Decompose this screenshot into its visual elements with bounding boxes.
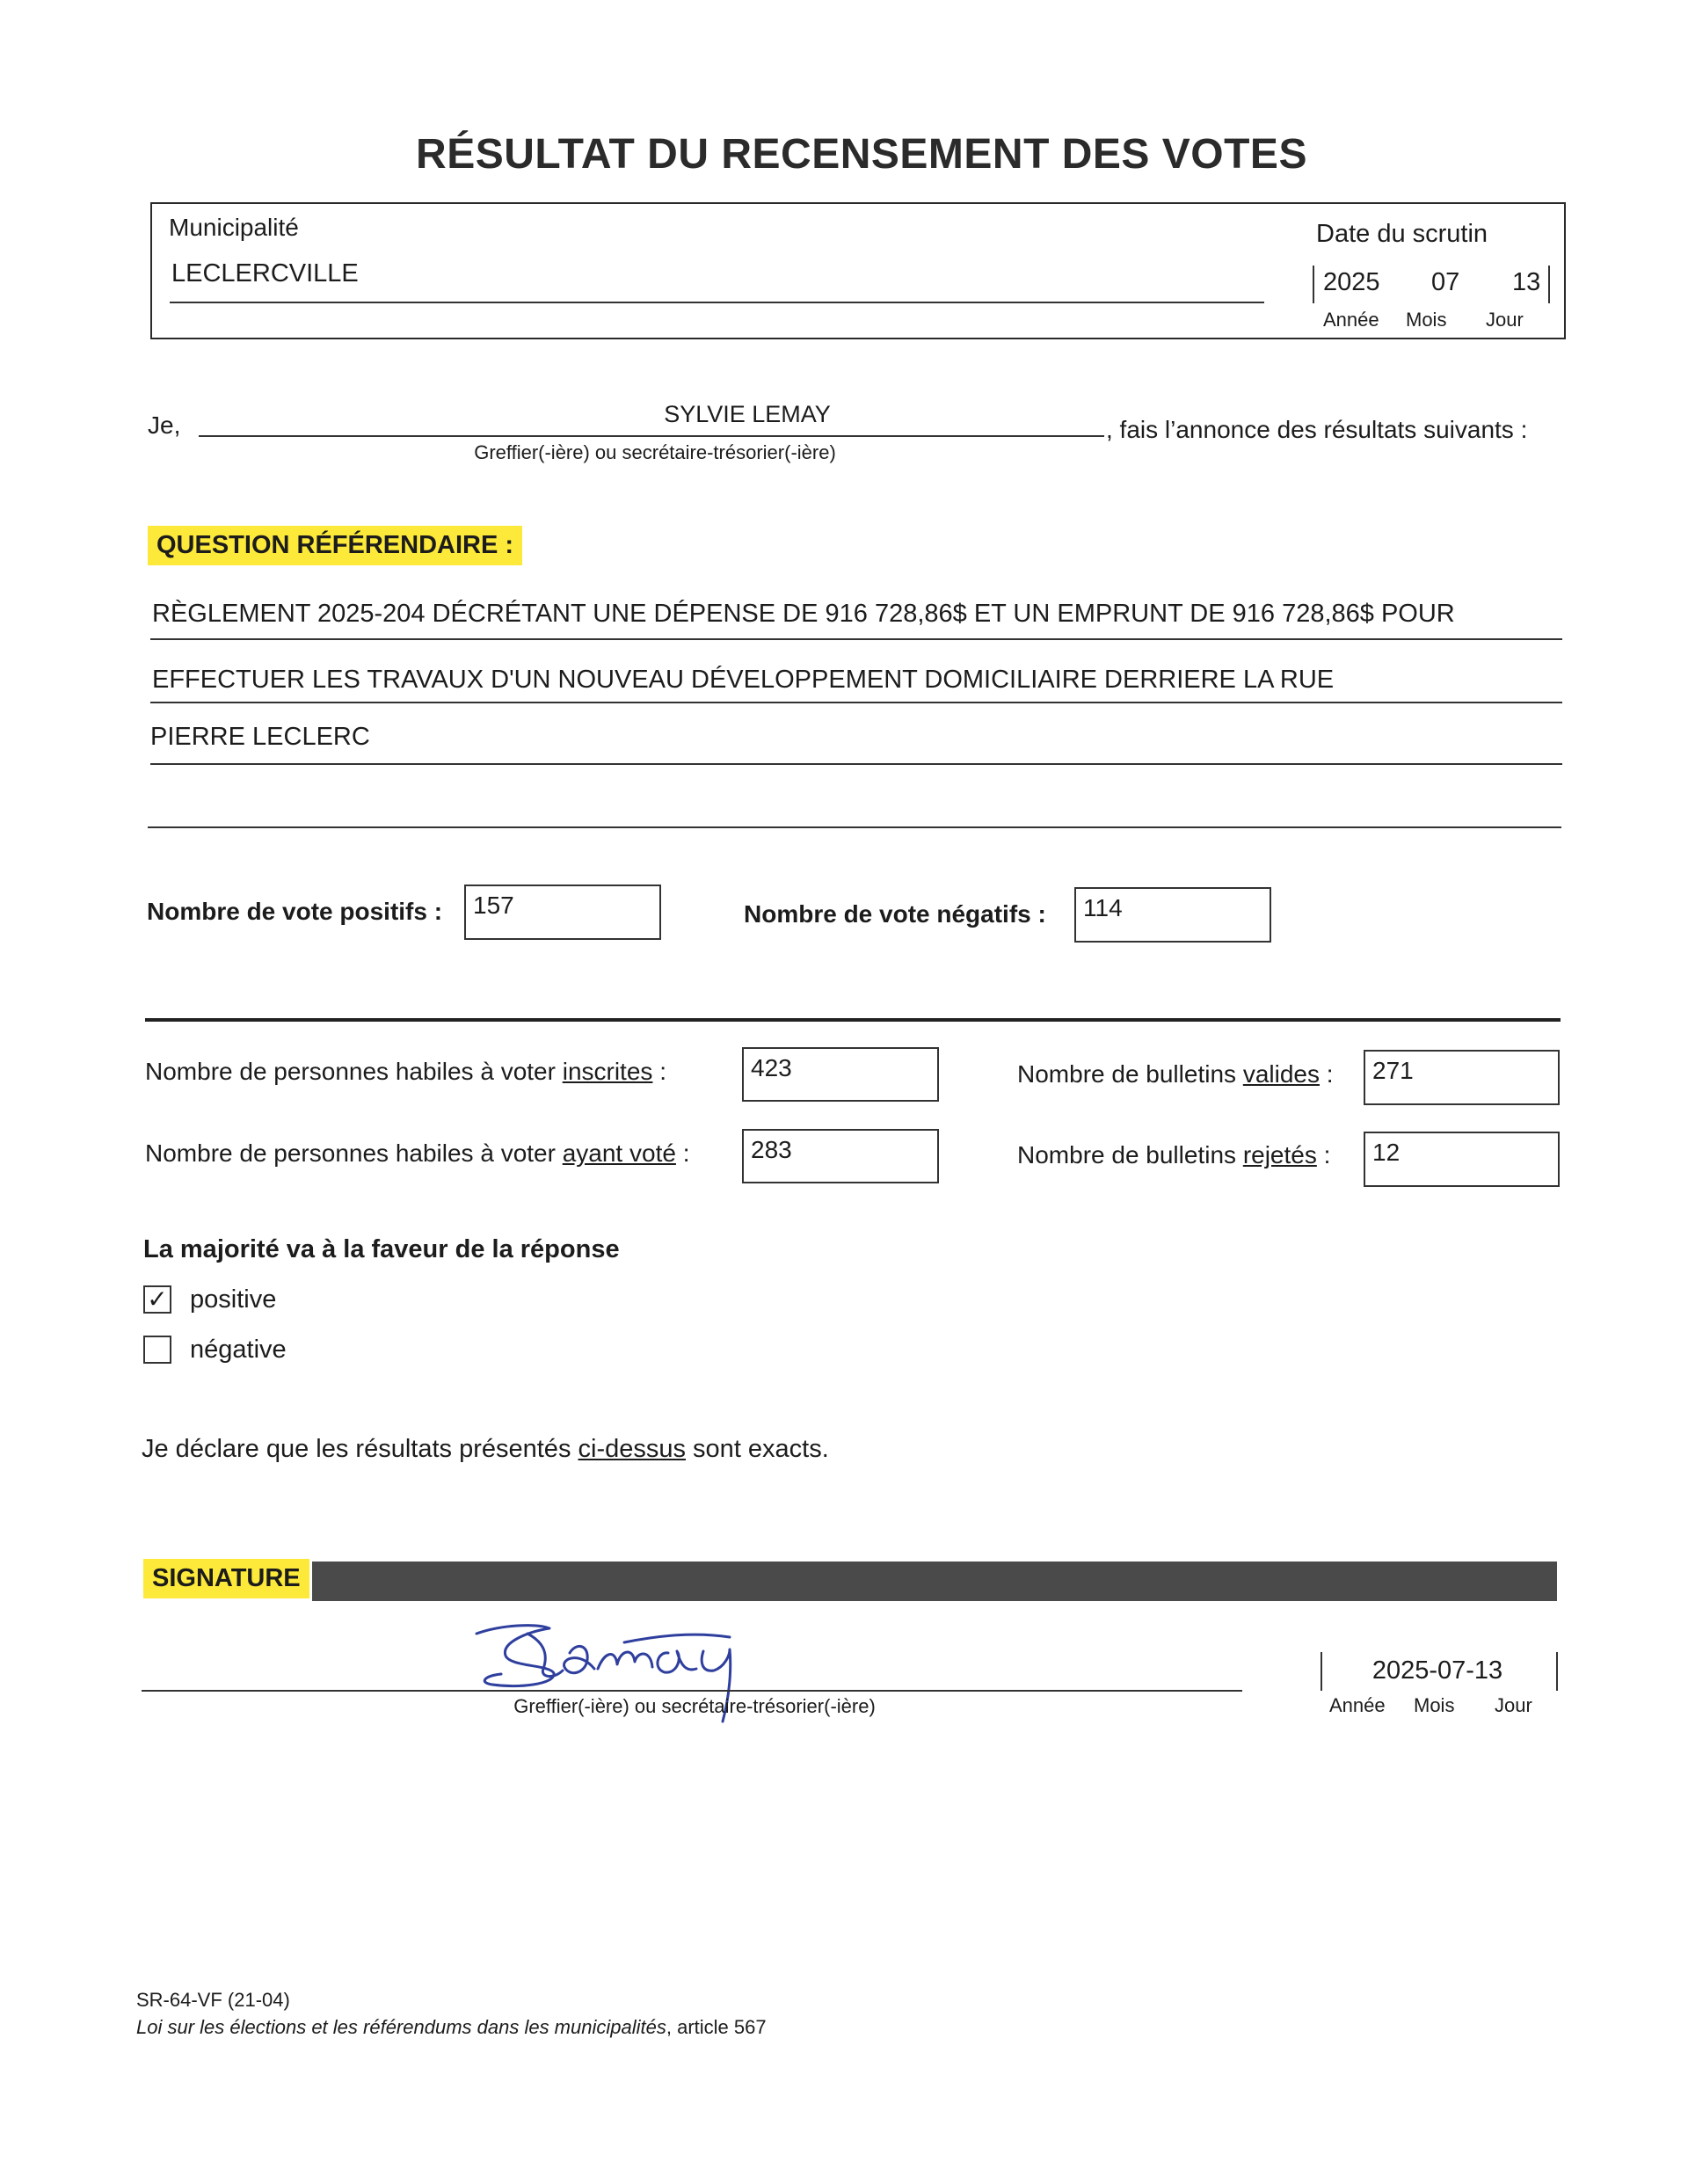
negative-checkbox[interactable] bbox=[143, 1336, 171, 1364]
question-rule-3 bbox=[150, 763, 1562, 765]
signature-date: 2025-07-13 bbox=[1372, 1656, 1503, 1685]
declaration-text: Je déclare que les résultats présentés ci-dessus sont exacts. bbox=[142, 1435, 829, 1463]
negative-votes-label: Nombre de vote négatifs : bbox=[744, 900, 1046, 928]
rejected-ballots-field: 12 bbox=[1364, 1132, 1560, 1187]
form-code: SR-64-VF (21-04) bbox=[136, 1989, 290, 2011]
signature-heading: SIGNATURE bbox=[143, 1559, 309, 1598]
declarant-name: SYLVIE LEMAY bbox=[664, 401, 831, 427]
positive-votes-field: 157 bbox=[464, 885, 661, 940]
signature-date-day-label: Jour bbox=[1495, 1694, 1532, 1716]
declarant-suffix: , fais l’annonce des résultats suivants : bbox=[1106, 416, 1528, 443]
declarant-prefix: Je, bbox=[148, 411, 181, 439]
election-date-label: Date du scrutin bbox=[1316, 220, 1488, 248]
municipality-label: Municipalité bbox=[169, 214, 299, 241]
election-date-day-label: Jour bbox=[1486, 309, 1524, 331]
signature-underline bbox=[142, 1690, 1242, 1692]
question-rule-4 bbox=[148, 826, 1561, 828]
municipality-underline bbox=[170, 302, 1264, 303]
form-title: RÉSULTAT DU RECENSEMENT DES VOTES bbox=[416, 131, 1307, 178]
election-date-day: 13 bbox=[1512, 268, 1541, 296]
signature-date-year-label: Année bbox=[1329, 1694, 1386, 1716]
valid-ballots-label: Nombre de bulletins valides : bbox=[1017, 1060, 1334, 1088]
signature-band bbox=[312, 1562, 1557, 1601]
voted-voters-label: Nombre de personnes habiles à voter ayant voté : bbox=[145, 1139, 690, 1167]
question-rule-1 bbox=[150, 638, 1562, 640]
election-date-month: 07 bbox=[1431, 268, 1460, 296]
law-reference: Loi sur les élections et les référendums dans les municipalités, article 567 bbox=[136, 2016, 767, 2038]
negative-option-label: négative bbox=[190, 1336, 287, 1364]
rejected-ballots-label: Nombre de bulletins rejetés : bbox=[1017, 1141, 1331, 1168]
question-heading: QUESTION RÉFÉRENDAIRE : bbox=[148, 526, 522, 565]
registered-voters-label: Nombre de personnes habiles à voter inscrites : bbox=[145, 1058, 666, 1085]
question-line-1: RÈGLEMENT 2025-204 DÉCRÉTANT UNE DÉPENSE DE 916 728,86$ ET UN EMPRUNT DE 916 728,86$ POUR bbox=[152, 600, 1455, 628]
election-date-month-label: Mois bbox=[1406, 309, 1447, 331]
election-date-year: 2025 bbox=[1323, 268, 1380, 296]
election-date-year-label: Année bbox=[1323, 309, 1379, 331]
registered-voters-field: 423 bbox=[742, 1047, 939, 1102]
question-line-3: PIERRE LECLERC bbox=[150, 723, 370, 751]
declarant-underline bbox=[199, 435, 1104, 437]
positive-votes-label: Nombre de vote positifs : bbox=[147, 898, 443, 925]
negative-votes-field: 114 bbox=[1074, 887, 1271, 943]
majority-heading: La majorité va à la faveur de la réponse bbox=[143, 1235, 620, 1263]
municipality-value: LECLERCVILLE bbox=[171, 259, 359, 288]
signature-role-caption: Greffier(-ière) ou secrétaire-trésorier(-ière) bbox=[513, 1695, 876, 1717]
question-rule-2 bbox=[150, 702, 1562, 703]
section-divider bbox=[145, 1018, 1561, 1022]
question-line-2: EFFECTUER LES TRAVAUX D'UN NOUVEAU DÉVELOPPEMENT DOMICILIAIRE DERRIERE LA RUE bbox=[152, 666, 1335, 694]
positive-option-label: positive bbox=[190, 1285, 277, 1314]
valid-ballots-field: 271 bbox=[1364, 1050, 1560, 1105]
positive-checkbox[interactable]: ✓ bbox=[143, 1285, 171, 1314]
signature-date-month-label: Mois bbox=[1414, 1694, 1455, 1716]
declarant-role-caption: Greffier(-ière) ou secrétaire-trésorier(-ière) bbox=[474, 441, 836, 463]
voted-voters-field: 283 bbox=[742, 1129, 939, 1183]
